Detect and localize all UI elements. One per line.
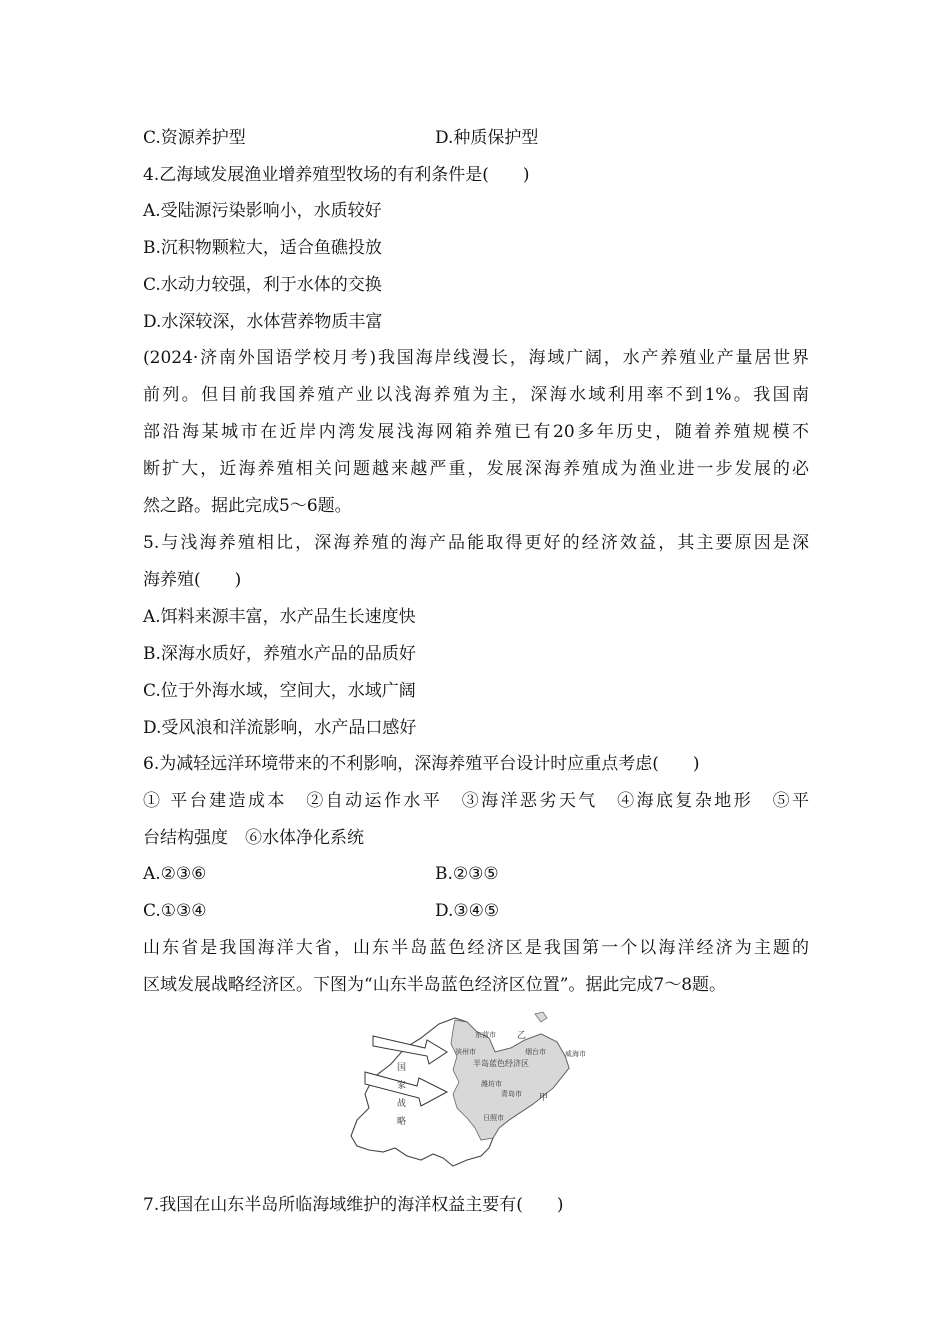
passage1-line: 前列。但目前我国养殖产业以浅海养殖为主，深海水域利用率不到1%。我国南 (143, 385, 809, 405)
arrow-label: 战 (397, 1099, 407, 1109)
city-label-yantai: 烟台市 (525, 1048, 546, 1056)
city-label-qingdao: 青岛市 (501, 1090, 522, 1098)
q6-stem: 6.为减轻远洋环境带来的不利影响，深海养殖平台设计时应重点考虑( ) (143, 754, 700, 774)
q3-option-d: D.种质保护型 (435, 128, 539, 148)
city-label-rizhao: 日照市 (483, 1114, 504, 1122)
q6-items-cont: 台结构强度 ⑥水体净化系统 (143, 828, 364, 848)
sea-label-jia: 甲 (539, 1093, 549, 1103)
shandong-blue-economic-zone-map (343, 1008, 605, 1173)
q7-stem: 7.我国在山东半岛所临海域维护的海洋权益主要有( ) (143, 1195, 564, 1215)
city-label-weifang: 潍坊市 (481, 1080, 502, 1088)
passage1-line: 部沿海某城市在近岸内湾发展浅海网箱养殖已有20多年历史，随着养殖规模不 (143, 422, 809, 442)
q4-option-c: C.水动力较强，利于水体的交换 (143, 275, 382, 295)
q4-option-a: A.受陆源污染影响小，水质较好 (143, 201, 382, 221)
island-outline (535, 1012, 547, 1022)
q6-items: ① 平台建造成本 ②自动运作水平 ③海洋恶劣天气 ④海底复杂地形 ⑤平 (143, 791, 809, 811)
q5-option-d: D.受风浪和洋流影响，水产品口感好 (143, 718, 417, 738)
city-label-weihai: 威海市 (565, 1050, 586, 1058)
sea-label-yi: 乙 (517, 1031, 527, 1041)
arrow-label: 国 (397, 1063, 407, 1073)
city-label-dongying: 东营市 (475, 1031, 496, 1039)
city-label-binzhou: 滨州市 (455, 1048, 476, 1056)
q5-option-b: B.深海水质好，养殖水产品的品质好 (143, 644, 416, 664)
q6-option-c: C.①③④ (143, 901, 207, 921)
passage2-line: 山东省是我国海洋大省，山东半岛蓝色经济区是我国第一个以海洋经济为主题的 (143, 938, 809, 958)
q6-option-b: B.②③⑤ (435, 864, 499, 884)
q4-stem: 4.乙海域发展渔业增养殖型牧场的有利条件是( ) (143, 165, 530, 185)
q3-option-c: C.资源养护型 (143, 128, 246, 148)
passage1-line: 然之路。据此完成5～6题。 (143, 496, 352, 516)
arrow-label: 略 (397, 1117, 407, 1127)
arrow-label: 家 (397, 1081, 407, 1091)
passage2-line: 区域发展战略经济区。下图为“山东半岛蓝色经济区位置”。据此完成7～8题。 (143, 975, 727, 995)
zone-label: 半岛蓝色经济区 (473, 1059, 529, 1068)
q6-option-d: D.③④⑤ (435, 901, 500, 921)
q5-option-a: A.饵料来源丰富，水产品生长速度快 (143, 607, 416, 627)
q5-option-c: C.位于外海水域，空间大，水域广阔 (143, 681, 416, 701)
passage1-line: 断扩大，近海养殖相关问题越来越严重，发展深海养殖成为渔业进一步发展的必 (143, 459, 809, 479)
q5-stem: 5.与浅海养殖相比，深海养殖的海产品能取得更好的经济效益，其主要原因是深 (143, 533, 809, 553)
q4-option-d: D.水深较深，水体营养物质丰富 (143, 312, 383, 332)
q5-stem-cont: 海养殖( ) (143, 570, 242, 590)
passage1-line: (2024·济南外国语学校月考)我国海岸线漫长，海域广阔，水产养殖业产量居世界 (143, 348, 809, 368)
q6-option-a: A.②③⑥ (143, 864, 207, 884)
q4-option-b: B.沉积物颗粒大，适合鱼礁投放 (143, 238, 382, 258)
